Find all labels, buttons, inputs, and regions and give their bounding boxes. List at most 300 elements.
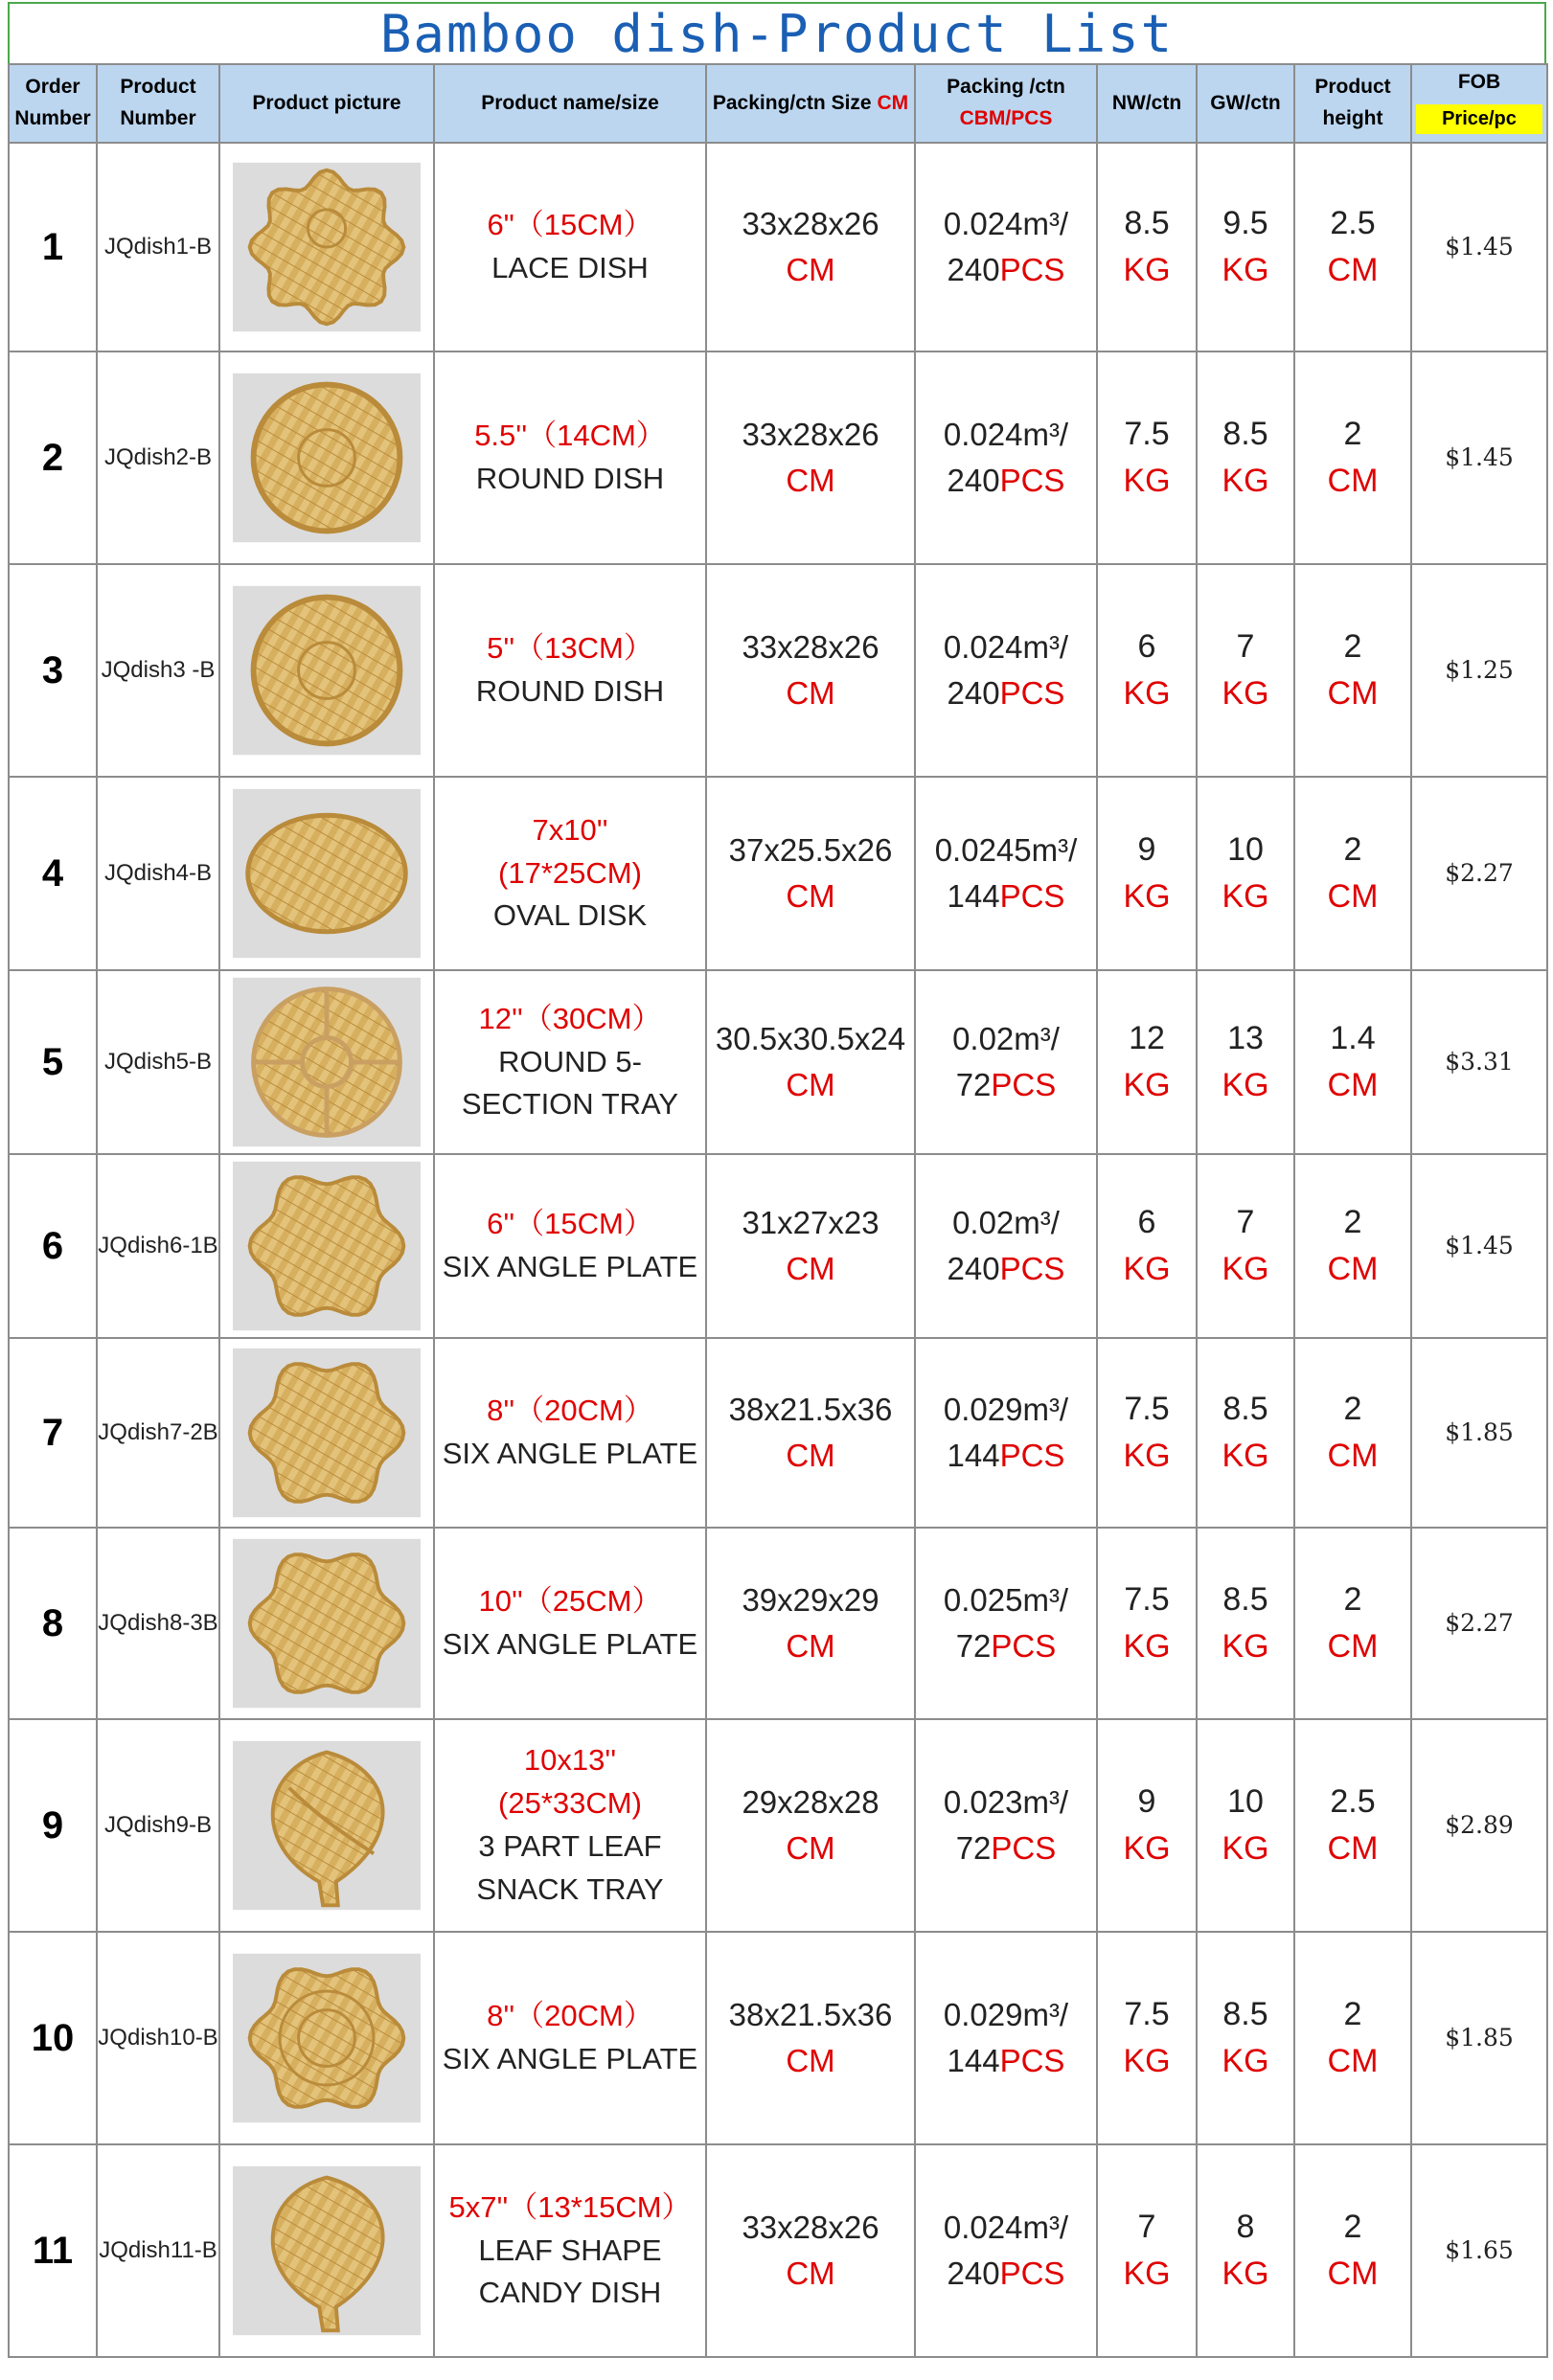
packing-pcs-unit: PCS xyxy=(991,1628,1057,1664)
gross-weight-value: 8.5 xyxy=(1222,1995,1268,2032)
packing-size-value: 38x21.5x36 xyxy=(728,1392,893,1428)
packing-pcs xyxy=(916,458,1096,504)
packing-size-value: 37x25.5x26 xyxy=(728,832,893,869)
net-weight xyxy=(1097,1338,1197,1528)
product-name: SIX ANGLE PLATE xyxy=(442,2042,698,2075)
fob-price: $2.27 xyxy=(1411,1528,1547,1719)
packing-cbm: 0.025m³/ xyxy=(943,1582,1069,1619)
order-number: 10 xyxy=(9,1932,97,2144)
packing-pcs xyxy=(916,2038,1096,2084)
product-size: 5x7''（13*15CM） xyxy=(448,2189,692,2224)
packing-pcs xyxy=(916,1825,1096,1871)
fob-price: $1.45 xyxy=(1411,351,1547,564)
packing-ctn xyxy=(915,143,1097,351)
packing-size xyxy=(706,564,915,777)
gross-weight-unit: KG xyxy=(1222,2255,1269,2292)
packing-pcs-value: 72 xyxy=(955,1830,992,1866)
product-size: 5.5''（14CM） xyxy=(474,419,666,453)
product-picture xyxy=(219,2144,434,2357)
gross-weight-unit: KG xyxy=(1222,2043,1269,2079)
gross-weight-unit: KG xyxy=(1222,1067,1269,1103)
product-picture xyxy=(219,1528,434,1719)
product-height-unit: CM xyxy=(1327,2043,1379,2079)
packing-size-value: 39x29x29 xyxy=(742,1582,879,1619)
packing-size-unit: CM xyxy=(786,1830,835,1866)
packing-cbm: 0.02m³/ xyxy=(952,1021,1060,1057)
packing-size xyxy=(706,1528,915,1719)
packing-size xyxy=(706,1338,915,1528)
packing-size-value: 29x28x28 xyxy=(742,1784,879,1821)
header-packing-ctn xyxy=(915,64,1097,143)
header-name-size: Product name/size xyxy=(434,64,706,143)
packing-pcs-value: 240 xyxy=(947,675,1000,711)
product-name-size xyxy=(434,1932,706,2144)
packing-ctn xyxy=(915,1528,1097,1719)
fob-price: $2.27 xyxy=(1411,777,1547,970)
product-name: SIX ANGLE PLATE xyxy=(442,1437,698,1470)
product-height-value: 2 xyxy=(1343,830,1362,868)
product-picture xyxy=(219,970,434,1154)
round-dish-photo xyxy=(233,372,421,544)
gross-weight-unit: KG xyxy=(1222,1438,1269,1474)
packing-ctn xyxy=(915,1932,1097,2144)
packing-size xyxy=(706,970,915,1154)
packing-pcs-unit: PCS xyxy=(999,2043,1065,2078)
product-picture xyxy=(219,564,434,777)
packing-pcs-unit: PCS xyxy=(999,878,1065,914)
gross-weight-value: 10 xyxy=(1227,830,1264,868)
round-dish-photo xyxy=(233,584,421,757)
product-name-size xyxy=(434,351,706,564)
gross-weight xyxy=(1197,1528,1294,1719)
net-weight-value: 6 xyxy=(1137,1203,1156,1240)
fob-price: $1.85 xyxy=(1411,1932,1547,2144)
product-height-value: 2 xyxy=(1343,627,1362,665)
gross-weight xyxy=(1197,1719,1294,1932)
product-picture xyxy=(219,1719,434,1932)
packing-cbm: 0.024m³/ xyxy=(943,206,1069,242)
product-height xyxy=(1294,143,1411,351)
product-size: 5''（13CM） xyxy=(487,631,653,666)
packing-size xyxy=(706,777,915,970)
section-tray-photo xyxy=(233,976,421,1148)
net-weight-value: 7.5 xyxy=(1124,415,1170,452)
product-size: 10''（25CM） xyxy=(478,1584,662,1619)
product-number: JQdish11-B xyxy=(97,2144,219,2357)
packing-ctn xyxy=(915,777,1097,970)
gross-weight xyxy=(1197,1932,1294,2144)
net-weight xyxy=(1097,143,1197,351)
product-height xyxy=(1294,564,1411,777)
product-height xyxy=(1294,1719,1411,1932)
product-height-unit: CM xyxy=(1327,675,1379,712)
packing-cbm: 0.023m³/ xyxy=(943,1784,1069,1821)
packing-pcs xyxy=(916,1433,1096,1479)
net-weight xyxy=(1097,2144,1197,2357)
net-weight-value: 6 xyxy=(1137,627,1156,665)
packing-pcs-value: 144 xyxy=(947,1438,1000,1473)
packing-size-value: 38x21.5x36 xyxy=(728,1997,893,2033)
product-size: 7x10'' xyxy=(532,812,608,847)
product-rows xyxy=(9,143,1547,2357)
packing-cbm: 0.029m³/ xyxy=(943,1997,1069,2033)
gross-weight xyxy=(1197,1154,1294,1338)
header-packing-size xyxy=(706,64,915,143)
product-height xyxy=(1294,2144,1411,2357)
product-size: 8''（20CM） xyxy=(487,1394,653,1428)
product-size: 8''（20CM） xyxy=(487,1999,653,2033)
gross-weight xyxy=(1197,777,1294,970)
net-weight-value: 7.5 xyxy=(1124,1390,1170,1427)
table-row xyxy=(9,564,1547,777)
packing-ctn xyxy=(915,2144,1097,2357)
product-height xyxy=(1294,1338,1411,1528)
packing-size-value: 33x28x26 xyxy=(742,2210,879,2246)
gross-weight xyxy=(1197,351,1294,564)
header-fob-price: Price/pc xyxy=(1416,104,1542,134)
product-height-unit: CM xyxy=(1327,1067,1379,1103)
packing-pcs-unit: PCS xyxy=(999,675,1065,711)
fob-price: $1.45 xyxy=(1411,1154,1547,1338)
product-height-unit: CM xyxy=(1327,878,1379,915)
gross-weight-unit: KG xyxy=(1222,878,1269,915)
net-weight-unit: KG xyxy=(1123,1438,1171,1474)
product-height xyxy=(1294,351,1411,564)
packing-size xyxy=(706,1154,915,1338)
product-height xyxy=(1294,1154,1411,1338)
product-number: JQdish6-1B xyxy=(97,1154,219,1338)
packing-pcs-unit: PCS xyxy=(999,463,1065,498)
net-weight-unit: KG xyxy=(1123,463,1171,499)
net-weight-value: 7.5 xyxy=(1124,1995,1170,2032)
product-size: 10x13'' xyxy=(523,1743,617,1778)
packing-pcs-value: 240 xyxy=(947,1251,1000,1286)
table-row xyxy=(9,1719,1547,1932)
table-row xyxy=(9,1932,1547,2144)
net-weight xyxy=(1097,1719,1197,1932)
packing-size-value: 33x28x26 xyxy=(742,206,879,242)
table-row xyxy=(9,1154,1547,1338)
gross-weight-value: 8.5 xyxy=(1222,415,1268,452)
fob-price: $3.31 xyxy=(1411,970,1547,1154)
gross-weight-value: 9.5 xyxy=(1222,204,1268,241)
product-picture xyxy=(219,1338,434,1528)
product-height xyxy=(1294,1932,1411,2144)
net-weight-unit: KG xyxy=(1123,1628,1171,1665)
product-height-value: 2 xyxy=(1343,1203,1362,1240)
packing-size-unit: CM xyxy=(786,252,835,287)
product-name-size xyxy=(434,143,706,351)
table-row xyxy=(9,1528,1547,1719)
product-height xyxy=(1294,1528,1411,1719)
gross-weight-unit: KG xyxy=(1222,1830,1269,1867)
product-name: ROUND 5-SECTION TRAY xyxy=(461,1044,679,1122)
header-picture: Product picture xyxy=(219,64,434,143)
table-row xyxy=(9,143,1547,351)
packing-size-value: 31x27x23 xyxy=(742,1205,879,1241)
product-number: JQdish10-B xyxy=(97,1932,219,2144)
net-weight-unit: KG xyxy=(1123,878,1171,915)
packing-pcs-value: 72 xyxy=(955,1067,992,1102)
product-size-metric: (17*25CM) xyxy=(498,855,642,890)
gross-weight-value: 13 xyxy=(1227,1019,1264,1056)
gross-weight-value: 8 xyxy=(1236,2208,1255,2245)
order-number: 3 xyxy=(9,564,97,777)
table-row xyxy=(9,2144,1547,2357)
header-product-number: Product Number xyxy=(97,64,219,143)
packing-size-unit: CM xyxy=(786,2255,835,2291)
packing-cbm: 0.024m³/ xyxy=(943,417,1069,453)
order-number: 8 xyxy=(9,1528,97,1719)
product-number: JQdish8-3B xyxy=(97,1528,219,1719)
packing-pcs xyxy=(916,1062,1096,1108)
gross-weight-value: 7 xyxy=(1236,627,1255,665)
table-row xyxy=(9,777,1547,970)
packing-pcs xyxy=(916,1246,1096,1292)
packing-size xyxy=(706,1932,915,2144)
gross-weight-value: 10 xyxy=(1227,1782,1264,1820)
fob-price: $1.65 xyxy=(1411,2144,1547,2357)
packing-pcs-unit: PCS xyxy=(999,252,1065,287)
product-name: LEAF SHAPE CANDY DISH xyxy=(478,2233,662,2310)
table-row xyxy=(9,970,1547,1154)
gross-weight xyxy=(1197,1338,1294,1528)
packing-pcs xyxy=(916,1623,1096,1669)
product-name-size xyxy=(434,1719,706,1932)
packing-ctn xyxy=(915,1338,1097,1528)
net-weight-unit: KG xyxy=(1123,1067,1171,1103)
leaf-candy-dish-photo xyxy=(233,2165,421,2337)
packing-pcs xyxy=(916,873,1096,919)
net-weight-unit: KG xyxy=(1123,2043,1171,2079)
packing-cbm: 0.024m³/ xyxy=(943,629,1069,666)
header-packing-ctn-sub: CBM/PCS xyxy=(959,107,1053,129)
product-size: 6''（15CM） xyxy=(487,1207,653,1241)
product-height-value: 2.5 xyxy=(1330,1782,1376,1820)
packing-ctn xyxy=(915,564,1097,777)
product-height-unit: CM xyxy=(1327,1251,1379,1287)
product-height-value: 2 xyxy=(1343,1995,1362,2032)
product-height-value: 1.4 xyxy=(1330,1019,1376,1056)
fob-price: $1.25 xyxy=(1411,564,1547,777)
net-weight-value: 8.5 xyxy=(1124,204,1170,241)
net-weight-value: 12 xyxy=(1129,1019,1165,1056)
product-height-unit: CM xyxy=(1327,1628,1379,1665)
packing-ctn xyxy=(915,970,1097,1154)
product-name: SIX ANGLE PLATE xyxy=(442,1627,698,1661)
packing-ctn xyxy=(915,351,1097,564)
packing-size xyxy=(706,1719,915,1932)
packing-pcs-value: 240 xyxy=(947,2255,1000,2291)
product-picture xyxy=(219,777,434,970)
net-weight-unit: KG xyxy=(1123,1251,1171,1287)
packing-cbm: 0.029m³/ xyxy=(943,1392,1069,1428)
product-name-size xyxy=(434,2144,706,2357)
packing-cbm: 0.02m³/ xyxy=(952,1205,1060,1241)
product-name: LACE DISH xyxy=(491,251,649,284)
order-number: 9 xyxy=(9,1719,97,1932)
packing-size-unit: CM xyxy=(786,1438,835,1473)
product-number: JQdish2-B xyxy=(97,351,219,564)
gross-weight-value: 8.5 xyxy=(1222,1390,1268,1427)
six-angle-plate-stack-photo xyxy=(233,1952,421,2124)
packing-pcs-value: 240 xyxy=(947,252,1000,287)
gross-weight-unit: KG xyxy=(1222,1628,1269,1665)
fob-price: $1.45 xyxy=(1411,143,1547,351)
packing-size xyxy=(706,2144,915,2357)
header-order: Order Number xyxy=(9,64,97,143)
gross-weight xyxy=(1197,143,1294,351)
product-height-value: 2 xyxy=(1343,2208,1362,2245)
header-fob-label: FOB xyxy=(1457,71,1501,94)
packing-size-unit: CM xyxy=(786,878,835,914)
table-row xyxy=(9,351,1547,564)
order-number: 2 xyxy=(9,351,97,564)
packing-ctn xyxy=(915,1719,1097,1932)
header-packing-size-unit: CM xyxy=(877,91,909,114)
product-height-unit: CM xyxy=(1327,1830,1379,1867)
net-weight-unit: KG xyxy=(1123,675,1171,712)
product-size-metric: (25*33CM) xyxy=(498,1786,642,1821)
product-name: OVAL DISK xyxy=(492,898,648,933)
packing-size-unit: CM xyxy=(786,1251,835,1286)
gross-weight xyxy=(1197,970,1294,1154)
header-row xyxy=(9,64,1547,143)
product-picture xyxy=(219,1154,434,1338)
packing-pcs-unit: PCS xyxy=(991,1067,1057,1102)
order-number: 5 xyxy=(9,970,97,1154)
net-weight-value: 9 xyxy=(1137,1782,1156,1820)
packing-size-unit: CM xyxy=(786,1067,835,1102)
product-height-value: 2 xyxy=(1343,1390,1362,1427)
product-height-unit: CM xyxy=(1327,463,1379,499)
gross-weight xyxy=(1197,2144,1294,2357)
header-packing-ctn-label: Packing /ctn xyxy=(947,76,1065,99)
gross-weight-unit: KG xyxy=(1222,463,1269,499)
order-number: 6 xyxy=(9,1154,97,1338)
product-name-size xyxy=(434,1154,706,1338)
product-picture xyxy=(219,143,434,351)
gross-weight-value: 7 xyxy=(1236,1203,1255,1240)
product-name-size xyxy=(434,564,706,777)
gross-weight-unit: KG xyxy=(1222,252,1269,288)
product-name-size xyxy=(434,777,706,970)
packing-size xyxy=(706,143,915,351)
gross-weight-value: 8.5 xyxy=(1222,1580,1268,1618)
product-name-size xyxy=(434,1338,706,1528)
net-weight-value: 7.5 xyxy=(1124,1580,1170,1618)
packing-pcs-unit: PCS xyxy=(999,1438,1065,1473)
order-number: 11 xyxy=(9,2144,97,2357)
packing-size-unit: CM xyxy=(786,675,835,711)
net-weight xyxy=(1097,970,1197,1154)
packing-pcs-value: 144 xyxy=(947,878,1000,914)
net-weight-unit: KG xyxy=(1123,1830,1171,1867)
packing-pcs xyxy=(916,247,1096,293)
header-fob xyxy=(1411,64,1547,143)
packing-cbm: 0.024m³/ xyxy=(943,2210,1069,2246)
order-number: 1 xyxy=(9,143,97,351)
packing-pcs-unit: PCS xyxy=(999,2255,1065,2291)
lace-dish-photo xyxy=(233,161,421,333)
product-number: JQdish7-2B xyxy=(97,1338,219,1528)
net-weight xyxy=(1097,1154,1197,1338)
packing-pcs-value: 144 xyxy=(947,2043,1000,2078)
six-angle-plate-photo xyxy=(233,1347,421,1519)
header-gw: GW/ctn xyxy=(1197,64,1294,143)
packing-pcs-value: 72 xyxy=(955,1628,992,1664)
product-number: JQdish3 -B xyxy=(97,564,219,777)
product-number: JQdish9-B xyxy=(97,1719,219,1932)
product-size: 6"（15CM） xyxy=(487,208,653,242)
product-table xyxy=(8,63,1548,2358)
header-height: Product height xyxy=(1294,64,1411,143)
product-name: SIX ANGLE PLATE xyxy=(442,1250,698,1283)
net-weight-value: 7 xyxy=(1137,2208,1156,2245)
net-weight xyxy=(1097,777,1197,970)
net-weight xyxy=(1097,564,1197,777)
packing-pcs-unit: PCS xyxy=(991,1830,1057,1866)
packing-ctn xyxy=(915,1154,1097,1338)
leaf-tray-photo xyxy=(233,1739,421,1912)
packing-cbm: 0.0245m³/ xyxy=(934,832,1078,869)
packing-size-unit: CM xyxy=(786,1628,835,1664)
product-name-size xyxy=(434,1528,706,1719)
gross-weight-unit: KG xyxy=(1222,1251,1269,1287)
product-height-value: 2 xyxy=(1343,1580,1362,1618)
six-angle-plate-photo xyxy=(233,1537,421,1710)
packing-pcs xyxy=(916,2251,1096,2297)
packing-size-value: 33x28x26 xyxy=(742,629,879,666)
product-sheet xyxy=(8,2,1546,2358)
net-weight xyxy=(1097,1932,1197,2144)
fob-price: $1.85 xyxy=(1411,1338,1547,1528)
fob-price: $2.89 xyxy=(1411,1719,1547,1932)
product-name-size xyxy=(434,970,706,1154)
product-number: JQdish5-B xyxy=(97,970,219,1154)
packing-size xyxy=(706,351,915,564)
product-height xyxy=(1294,777,1411,970)
packing-pcs xyxy=(916,670,1096,716)
product-height-value: 2.5 xyxy=(1330,204,1376,241)
table-row xyxy=(9,1338,1547,1528)
product-name: ROUND DISH xyxy=(475,462,665,495)
order-number: 7 xyxy=(9,1338,97,1528)
product-height xyxy=(1294,970,1411,1154)
product-name: ROUND DISH xyxy=(475,674,665,708)
packing-pcs-value: 240 xyxy=(947,463,1000,498)
net-weight xyxy=(1097,351,1197,564)
six-angle-plate-photo xyxy=(233,1160,421,1332)
header-nw: NW/ctn xyxy=(1097,64,1197,143)
product-picture xyxy=(219,351,434,564)
product-number: JQdish1-B xyxy=(97,143,219,351)
order-number: 4 xyxy=(9,777,97,970)
gross-weight xyxy=(1197,564,1294,777)
sheet-title: Bamboo dish-Product List xyxy=(8,2,1546,63)
product-picture xyxy=(219,1932,434,2144)
packing-size-unit: CM xyxy=(786,463,835,498)
product-height-unit: CM xyxy=(1327,1438,1379,1474)
packing-size-value: 33x28x26 xyxy=(742,417,879,453)
net-weight-unit: KG xyxy=(1123,252,1171,288)
net-weight-value: 9 xyxy=(1137,830,1156,868)
header-packing-size-label: Packing/ctn Size xyxy=(712,91,872,114)
packing-size-unit: CM xyxy=(786,2043,835,2078)
product-number: JQdish4-B xyxy=(97,777,219,970)
product-size: 12''（30CM） xyxy=(478,1001,662,1035)
product-height-unit: CM xyxy=(1327,2255,1379,2292)
